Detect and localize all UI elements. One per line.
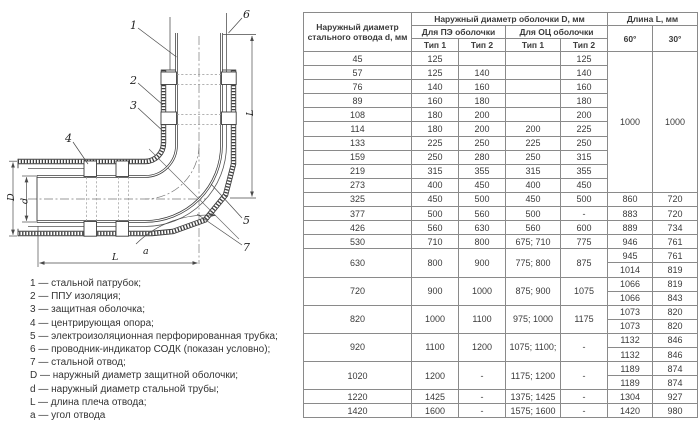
- table-cell: 500: [459, 192, 506, 206]
- dim-label-L-bottom: L: [112, 252, 119, 263]
- table-cell: 819: [653, 277, 698, 291]
- table-cell: 1100: [459, 305, 506, 333]
- table-cell: -: [459, 362, 506, 390]
- table-cell: 225: [561, 122, 608, 136]
- dimension-D: [6, 161, 17, 236]
- table-cell: [506, 94, 561, 108]
- table-cell: 1220: [304, 390, 412, 404]
- table-cell: 1575; 1600: [506, 404, 561, 418]
- legend-item: 3 — защитная оболочка;: [30, 304, 145, 316]
- table-cell: 159: [304, 150, 412, 164]
- table-row: [304, 207, 698, 221]
- table-row: [304, 192, 698, 206]
- table-cell: [459, 52, 506, 66]
- table-row: [304, 277, 698, 291]
- table-cell: 1066: [608, 277, 653, 291]
- table-cell: 250: [561, 136, 608, 150]
- table-cell: 1020: [304, 362, 412, 390]
- table-cell: 250: [412, 150, 459, 164]
- table-cell: 1425: [412, 390, 459, 404]
- table-cell: 927: [653, 390, 698, 404]
- table-cell: 1304: [608, 390, 653, 404]
- table-row: [304, 333, 698, 347]
- table-cell: 846: [653, 347, 698, 361]
- table-cell: 720: [653, 192, 698, 206]
- legend-item: 4 — центрирующая опора;: [30, 317, 154, 329]
- legend-item: 1 — стальной патрубок;: [30, 278, 141, 289]
- dimensions-table-wrap: [303, 12, 697, 418]
- table-cell: 219: [304, 164, 412, 178]
- legend-item: a — угол отвода: [30, 410, 106, 422]
- table-cell: 560: [459, 207, 506, 221]
- table-cell: 200: [459, 108, 506, 122]
- steel-pipe: [37, 33, 222, 222]
- table-cell: 600: [561, 221, 608, 235]
- header-length: Длина L, мм: [608, 13, 698, 26]
- table-cell: 874: [653, 362, 698, 376]
- table-cell: 160: [459, 80, 506, 94]
- table-header: [304, 13, 698, 52]
- table-cell: 875; 900: [506, 277, 561, 305]
- table-row: [304, 390, 698, 404]
- table-cell: -: [459, 390, 506, 404]
- table-cell: 800: [412, 249, 459, 277]
- table-cell: 1000: [653, 52, 698, 193]
- table-cell: 500: [506, 207, 561, 221]
- table-row: [304, 249, 698, 263]
- table-cell: 76: [304, 80, 412, 94]
- table-cell: 946: [608, 235, 653, 249]
- table-cell: [506, 80, 561, 94]
- table-cell: 1200: [459, 333, 506, 361]
- table-cell: 920: [304, 333, 412, 361]
- dim-label-L-right: L: [245, 109, 256, 116]
- table-cell: 125: [561, 52, 608, 66]
- table-cell: 1600: [412, 404, 459, 418]
- table-cell: 630: [459, 221, 506, 235]
- table-row: [304, 362, 698, 376]
- table-cell: 1189: [608, 376, 653, 390]
- header-60deg: 60°: [608, 26, 653, 52]
- table-cell: 57: [304, 66, 412, 80]
- table-cell: 875: [561, 249, 608, 277]
- table-cell: 720: [304, 277, 412, 305]
- dim-label-angle: a: [143, 246, 149, 257]
- table-cell: 1000: [608, 52, 653, 193]
- table-cell: 225: [506, 136, 561, 150]
- table-cell: 1200: [412, 362, 459, 390]
- table-cell: [506, 66, 561, 80]
- table-cell: [506, 108, 561, 122]
- table-cell: 1075: [561, 277, 608, 305]
- table-cell: 400: [506, 178, 561, 192]
- table-cell: 1066: [608, 291, 653, 305]
- table-row: [304, 221, 698, 235]
- legend: [30, 277, 298, 422]
- table-cell: 355: [459, 164, 506, 178]
- table-cell: -: [561, 207, 608, 221]
- table-cell: 980: [653, 404, 698, 418]
- header-oc-type1: Тип 1: [506, 39, 561, 52]
- table-cell: 1420: [608, 404, 653, 418]
- table-cell: 400: [412, 178, 459, 192]
- table-cell: 280: [459, 150, 506, 164]
- table-cell: 125: [412, 66, 459, 80]
- table-cell: 225: [412, 136, 459, 150]
- dimensions-table: [303, 12, 698, 418]
- table-cell: 1420: [304, 404, 412, 418]
- table-cell: 125: [412, 52, 459, 66]
- table-cell: 530: [304, 235, 412, 249]
- table-cell: 1132: [608, 347, 653, 361]
- callout-6: 6: [243, 8, 250, 21]
- legend-item: L — длина плеча отвода;: [30, 396, 147, 408]
- dim-label-D: D: [6, 193, 17, 201]
- table-cell: 710: [412, 235, 459, 249]
- table-cell: 1073: [608, 319, 653, 333]
- table-cell: 889: [608, 221, 653, 235]
- table-cell: 820: [304, 305, 412, 333]
- table-cell: 883: [608, 207, 653, 221]
- table-cell: 1175; 1200: [506, 362, 561, 390]
- table-cell: -: [561, 333, 608, 361]
- table-cell: 500: [561, 192, 608, 206]
- header-pe-jacket: Для ПЭ оболочки: [412, 26, 506, 39]
- dim-label-d: d: [19, 197, 31, 204]
- table-cell: 450: [459, 178, 506, 192]
- legend-item: 6 — проводник-индикатор СОДК (показан условно);: [30, 344, 271, 356]
- callout-7: 7: [243, 241, 250, 254]
- table-cell: 1075; 1100;: [506, 333, 561, 361]
- table-cell: 200: [459, 122, 506, 136]
- table-cell: 200: [506, 122, 561, 136]
- legend-item: 2 — ППУ изоляция;: [30, 291, 121, 303]
- callout-1: 1: [130, 19, 137, 32]
- table-cell: 761: [653, 249, 698, 263]
- sodk-conductor: [28, 13, 227, 227]
- legend-item: d — наружный диаметр стальной трубы;: [30, 383, 219, 395]
- table-cell: 140: [459, 66, 506, 80]
- header-steel-diameter: Наружный диаметр стального отвода d, мм: [304, 13, 412, 52]
- table-cell: 450: [561, 178, 608, 192]
- table-cell: 1000: [412, 305, 459, 333]
- table-cell: 1100: [412, 333, 459, 361]
- table-cell: 45: [304, 52, 412, 66]
- table-cell: 734: [653, 221, 698, 235]
- table-row: [304, 404, 698, 418]
- table-cell: 133: [304, 136, 412, 150]
- table-cell: 820: [653, 319, 698, 333]
- table-cell: 180: [561, 94, 608, 108]
- table-cell: 1014: [608, 263, 653, 277]
- callout-3: 3: [130, 99, 137, 112]
- table-row: [304, 52, 698, 66]
- table-cell: 140: [412, 80, 459, 94]
- casing-jacket: [18, 70, 234, 234]
- table-cell: 250: [459, 136, 506, 150]
- table-cell: 114: [304, 122, 412, 136]
- table-cell: 1073: [608, 305, 653, 319]
- table-cell: 900: [459, 249, 506, 277]
- table-cell: 820: [653, 305, 698, 319]
- table-cell: 315: [561, 150, 608, 164]
- header-pe-type1: Тип 1: [412, 39, 459, 52]
- table-cell: 900: [412, 277, 459, 305]
- table-cell: 450: [412, 192, 459, 206]
- table-cell: 720: [653, 207, 698, 221]
- legend-item: 5 — электроизоляционная перфорированная трубка;: [30, 330, 278, 342]
- end-caps: [18, 70, 236, 236]
- callout-5: 5: [243, 214, 250, 227]
- center-lines: [28, 36, 239, 264]
- header-30deg: 30°: [653, 26, 698, 52]
- table-cell: 315: [506, 164, 561, 178]
- table-cell: [506, 52, 561, 66]
- legend-item: 7 — стальной отвод;: [30, 357, 126, 369]
- table-cell: -: [561, 390, 608, 404]
- table-cell: -: [561, 362, 608, 390]
- table-cell: 180: [459, 94, 506, 108]
- elbow-drawing: [0, 0, 300, 272]
- table-cell: 1375; 1425: [506, 390, 561, 404]
- table-cell: 426: [304, 221, 412, 235]
- table-cell: 355: [561, 164, 608, 178]
- table-cell: 945: [608, 249, 653, 263]
- callout-2: 2: [130, 74, 137, 87]
- table-cell: 630: [304, 249, 412, 277]
- table-cell: 273: [304, 178, 412, 192]
- table-cell: 775: [561, 235, 608, 249]
- header-jacket-diameter: Наружный диаметр оболочки D, мм: [412, 13, 608, 26]
- table-cell: 675; 710: [506, 235, 561, 249]
- table-cell: 140: [561, 66, 608, 80]
- table-cell: 89: [304, 94, 412, 108]
- table-cell: 180: [412, 122, 459, 136]
- legend-item: D — наружный диаметр защитной оболочки;: [30, 370, 239, 382]
- table-cell: 315: [412, 164, 459, 178]
- table-row: [304, 305, 698, 319]
- table-cell: 1000: [459, 277, 506, 305]
- table-cell: 975; 1000: [506, 305, 561, 333]
- callout-4: 4: [65, 132, 72, 145]
- table-cell: 1132: [608, 333, 653, 347]
- table-cell: 325: [304, 192, 412, 206]
- table-cell: 500: [412, 207, 459, 221]
- table-body: [304, 52, 698, 418]
- table-cell: -: [561, 404, 608, 418]
- table-cell: 843: [653, 291, 698, 305]
- table-cell: 800: [459, 235, 506, 249]
- table-cell: 761: [653, 235, 698, 249]
- table-cell: 560: [412, 221, 459, 235]
- table-cell: 819: [653, 263, 698, 277]
- table-cell: 846: [653, 333, 698, 347]
- table-cell: 377: [304, 207, 412, 221]
- table-cell: 160: [412, 94, 459, 108]
- table-cell: 200: [561, 108, 608, 122]
- table-cell: 450: [506, 192, 561, 206]
- table-cell: 874: [653, 376, 698, 390]
- table-cell: 180: [412, 108, 459, 122]
- table-cell: 860: [608, 192, 653, 206]
- table-row: [304, 235, 698, 249]
- table-cell: -: [459, 404, 506, 418]
- table-cell: 775; 800: [506, 249, 561, 277]
- header-pe-type2: Тип 2: [459, 39, 506, 52]
- header-oc-jacket: Для ОЦ оболочки: [506, 26, 608, 39]
- table-cell: 250: [506, 150, 561, 164]
- table-cell: 560: [506, 221, 561, 235]
- table-cell: 160: [561, 80, 608, 94]
- table-cell: 108: [304, 108, 412, 122]
- header-oc-type2: Тип 2: [561, 39, 608, 52]
- table-cell: 1175: [561, 305, 608, 333]
- table-cell: 1189: [608, 362, 653, 376]
